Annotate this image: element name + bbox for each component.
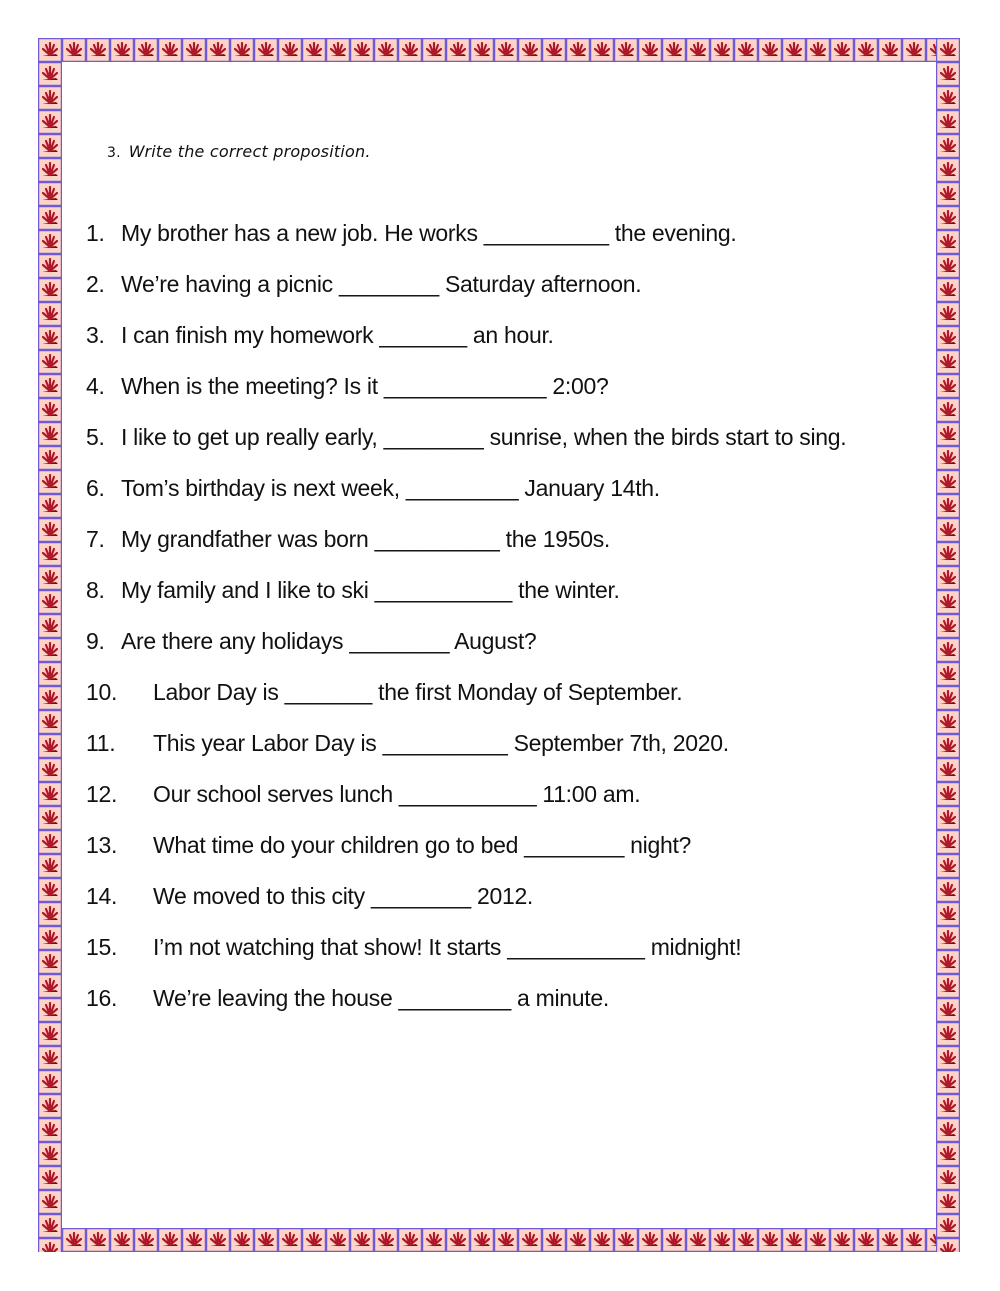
question-text: We moved to this city ________ 2012. bbox=[153, 883, 534, 909]
question-text: I’m not watching that show! It starts ___________ midnight! bbox=[153, 934, 742, 960]
question-text: My family and I like to ski ___________ the winter. bbox=[121, 577, 620, 603]
question-number: 12. bbox=[86, 781, 118, 807]
instruction-heading bbox=[107, 142, 371, 161]
question-text: What time do your children go to bed ________ night? bbox=[153, 832, 692, 858]
fan-pattern-bottom bbox=[38, 1228, 960, 1252]
question-item bbox=[86, 985, 926, 1036]
question-number: 10. bbox=[86, 679, 118, 705]
question-text: My brother has a new job. He works __________ the evening. bbox=[121, 220, 737, 246]
border-bottom bbox=[38, 1228, 960, 1252]
question-number: 7. bbox=[86, 526, 105, 552]
question-item bbox=[86, 730, 926, 781]
question-text: Labor Day is _______ the first Monday of September. bbox=[153, 679, 683, 705]
question-text: I like to get up really early, ________ sunrise, when the birds start to sing. bbox=[121, 424, 847, 450]
question-text: Our school serves lunch ___________ 11:00 am. bbox=[153, 781, 641, 807]
question-text: We’re leaving the house _________ a minute. bbox=[153, 985, 609, 1011]
question-item bbox=[86, 526, 926, 577]
question-number: 15. bbox=[86, 934, 118, 960]
question-item bbox=[86, 628, 926, 679]
question-item bbox=[86, 373, 926, 424]
question-number: 13. bbox=[86, 832, 118, 858]
question-number: 11. bbox=[86, 730, 116, 756]
question-list bbox=[86, 220, 926, 1036]
instruction-number: 3. bbox=[107, 145, 121, 161]
question-text: When is the meeting? Is it _____________ 2:00? bbox=[121, 373, 609, 399]
fan-pattern-left bbox=[38, 38, 62, 1252]
question-item bbox=[86, 424, 926, 475]
question-item bbox=[86, 322, 926, 373]
question-number: 1. bbox=[86, 220, 105, 246]
fan-pattern-top bbox=[38, 38, 960, 62]
question-number: 6. bbox=[86, 475, 105, 501]
question-text: My grandfather was born __________ the 1950s. bbox=[121, 526, 611, 552]
question-number: 14. bbox=[86, 883, 118, 909]
question-number: 8. bbox=[86, 577, 105, 603]
question-text: Are there any holidays ________ August? bbox=[121, 628, 537, 654]
question-item bbox=[86, 220, 926, 271]
fan-pattern-right bbox=[936, 38, 960, 1252]
question-item bbox=[86, 934, 926, 985]
border-left bbox=[38, 38, 62, 1252]
question-item bbox=[86, 679, 926, 730]
border-top bbox=[38, 38, 960, 62]
question-text: I can finish my homework _______ an hour. bbox=[121, 322, 554, 348]
question-text: This year Labor Day is __________ September 7th, 2020. bbox=[153, 730, 729, 756]
question-item bbox=[86, 883, 926, 934]
question-number: 2. bbox=[86, 271, 105, 297]
border-right bbox=[936, 38, 960, 1252]
question-item bbox=[86, 271, 926, 322]
question-number: 4. bbox=[86, 373, 105, 399]
question-item bbox=[86, 475, 926, 526]
question-text: Tom’s birthday is next week, _________ January 14th. bbox=[121, 475, 660, 501]
question-number: 5. bbox=[86, 424, 105, 450]
question-number: 9. bbox=[86, 628, 105, 654]
question-item bbox=[86, 832, 926, 883]
instruction-text: Write the correct proposition. bbox=[128, 142, 371, 161]
question-item bbox=[86, 577, 926, 628]
question-item bbox=[86, 781, 926, 832]
question-text: We’re having a picnic ________ Saturday afternoon. bbox=[121, 271, 642, 297]
question-number: 3. bbox=[86, 322, 105, 348]
question-number: 16. bbox=[86, 985, 118, 1011]
